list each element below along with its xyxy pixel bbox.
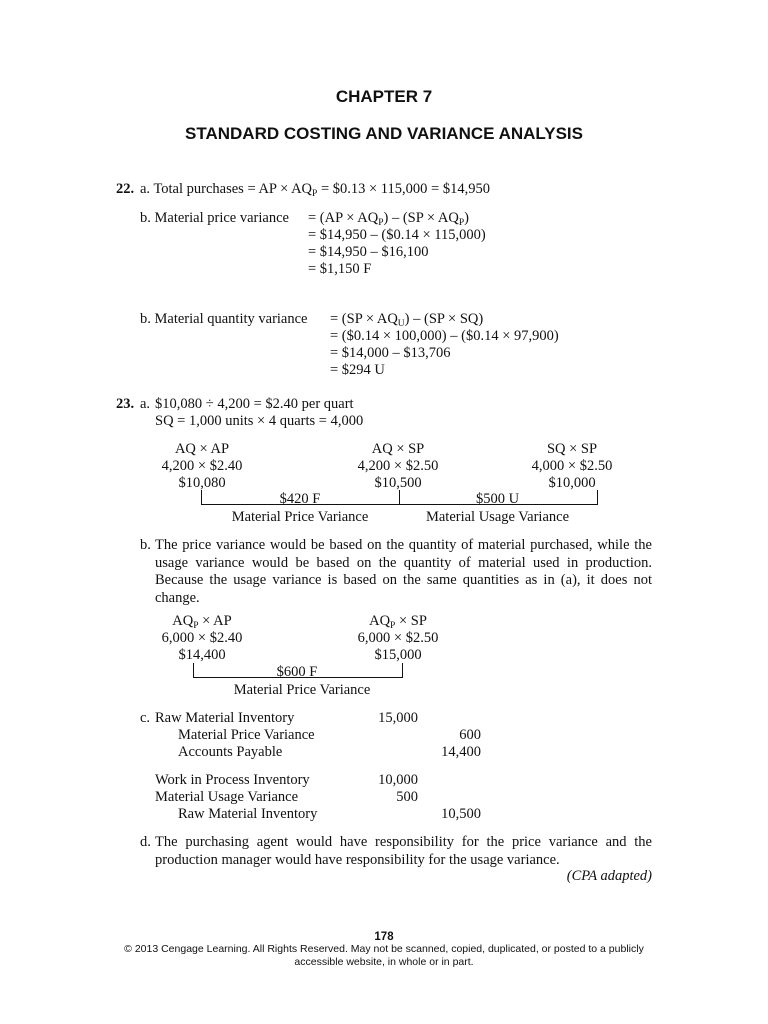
copyright-line-1: © 2013 Cengage Learning. All Rights Reserved. May not be scanned, copied, duplicated, or posted to a publicly [124, 943, 644, 955]
price-variance-formula-1: = $(AP \times AQ_P) - (SP \times AQ_P)$ [308, 210, 469, 228]
journal-account: Material Price Variance [178, 727, 315, 743]
journal-debit: 15,000 [378, 710, 418, 726]
journal-credit: 14,400 [441, 744, 481, 760]
quantity-variance-formula-2: = ($0.14 × 100,000) – ($0.14 × 97,900) [330, 328, 559, 344]
price-variance-amount: $420 F [279, 491, 321, 507]
part-letter-c: c. [140, 710, 151, 726]
part-letter-d: d. [140, 834, 151, 850]
col2-head: AQ × SP [371, 441, 425, 457]
part-letter: a. [140, 181, 151, 197]
problem-22b-quantity-label: b. Material quantity variance [140, 311, 308, 327]
journal-account: Material Usage Variance [155, 789, 299, 805]
bcol2-total: $15,000 [374, 647, 422, 663]
journal-debit: 10,000 [378, 772, 418, 788]
problem-23a-line-2: SQ = 1,000 units × 4 quarts = 4,000 [155, 413, 364, 429]
problem-23b-text: The price variance would be based on the quantity of material purchased, while the usage variance would be based on the quantity of material used in production. Because the usage variance is based on the same quantities as in (a), it does not change. [155, 537, 652, 606]
part-letter-a: a. [140, 396, 151, 412]
source-note: (CPA adapted) [566, 868, 652, 884]
price-variance-result: = $1,150 F [308, 261, 372, 277]
journal-account: Raw Material Inventory [178, 806, 318, 822]
chapter-title: STANDARD COSTING AND VARIANCE ANALYSIS [185, 124, 583, 143]
journal-credit: 10,500 [441, 806, 481, 822]
journal-credit: 600 [459, 727, 481, 743]
usage-variance-amount: $500 U [475, 491, 520, 507]
problem-22b-price-label: b. Material price variance [140, 210, 289, 226]
journal-account: Work in Process Inventory [155, 772, 310, 788]
journal-debit: 500 [396, 789, 418, 805]
col3-calc: 4,000 × $2.50 [531, 458, 613, 474]
bcol1-total: $14,400 [178, 647, 226, 663]
formula-text: Total purchases = AP × $AQ_P$ = $0.13 × 115,000 = $14,950 [153, 181, 490, 199]
problem-23-number: 23. [116, 396, 135, 412]
part-letter-b: b. [140, 537, 151, 553]
col1-calc: 4,200 × $2.40 [161, 458, 243, 474]
bcol2-head: $AQ_P$ × SP [369, 613, 427, 631]
col1-total: $10,080 [178, 475, 226, 491]
quantity-variance-formula-1: = $(SP \times AQ_U) - (SP \times SQ)$ [330, 311, 484, 329]
price-variance-formula-2: = $14,950 – ($0.14 × 115,000) [308, 227, 486, 243]
bcol2-calc: 6,000 × $2.50 [357, 630, 439, 646]
b-price-variance-amount: $600 F [276, 664, 318, 680]
quantity-variance-formula-3: = $14,000 – $13,706 [330, 345, 451, 361]
problem-22-number: 22. [116, 181, 135, 197]
price-variance-label: Material Price Variance [231, 509, 369, 525]
problem-23d-text: The purchasing agent would have responsibility for the price variance and the production manager would have responsibility for the usage variance. [155, 834, 652, 868]
col2-total: $10,500 [374, 475, 422, 491]
col2-calc: 4,200 × $2.50 [357, 458, 439, 474]
journal-account: Raw Material Inventory [155, 710, 295, 726]
bcol1-calc: 6,000 × $2.40 [161, 630, 243, 646]
usage-variance-label: Material Usage Variance [425, 509, 570, 525]
col1-head: AQ × AP [174, 441, 230, 457]
quantity-variance-result: = $294 U [330, 362, 385, 378]
page-number: 178 [374, 931, 394, 943]
problem-23a-line-1: $10,080 ÷ 4,200 = $2.40 per quart [155, 396, 354, 412]
copyright-line-2: accessible website, in whole or in part. [294, 956, 474, 968]
journal-account: Accounts Payable [178, 744, 283, 760]
problem-22a [140, 181, 490, 198]
col3-total: $10,000 [548, 475, 596, 491]
bcol1-head: $AQ_P$ × AP [172, 613, 232, 631]
b-price-variance-label: Material Price Variance [233, 682, 371, 698]
col3-head: SQ × SP [546, 441, 598, 457]
price-variance-formula-3: = $14,950 – $16,100 [308, 244, 429, 260]
chapter-heading: CHAPTER 7 [335, 87, 433, 106]
